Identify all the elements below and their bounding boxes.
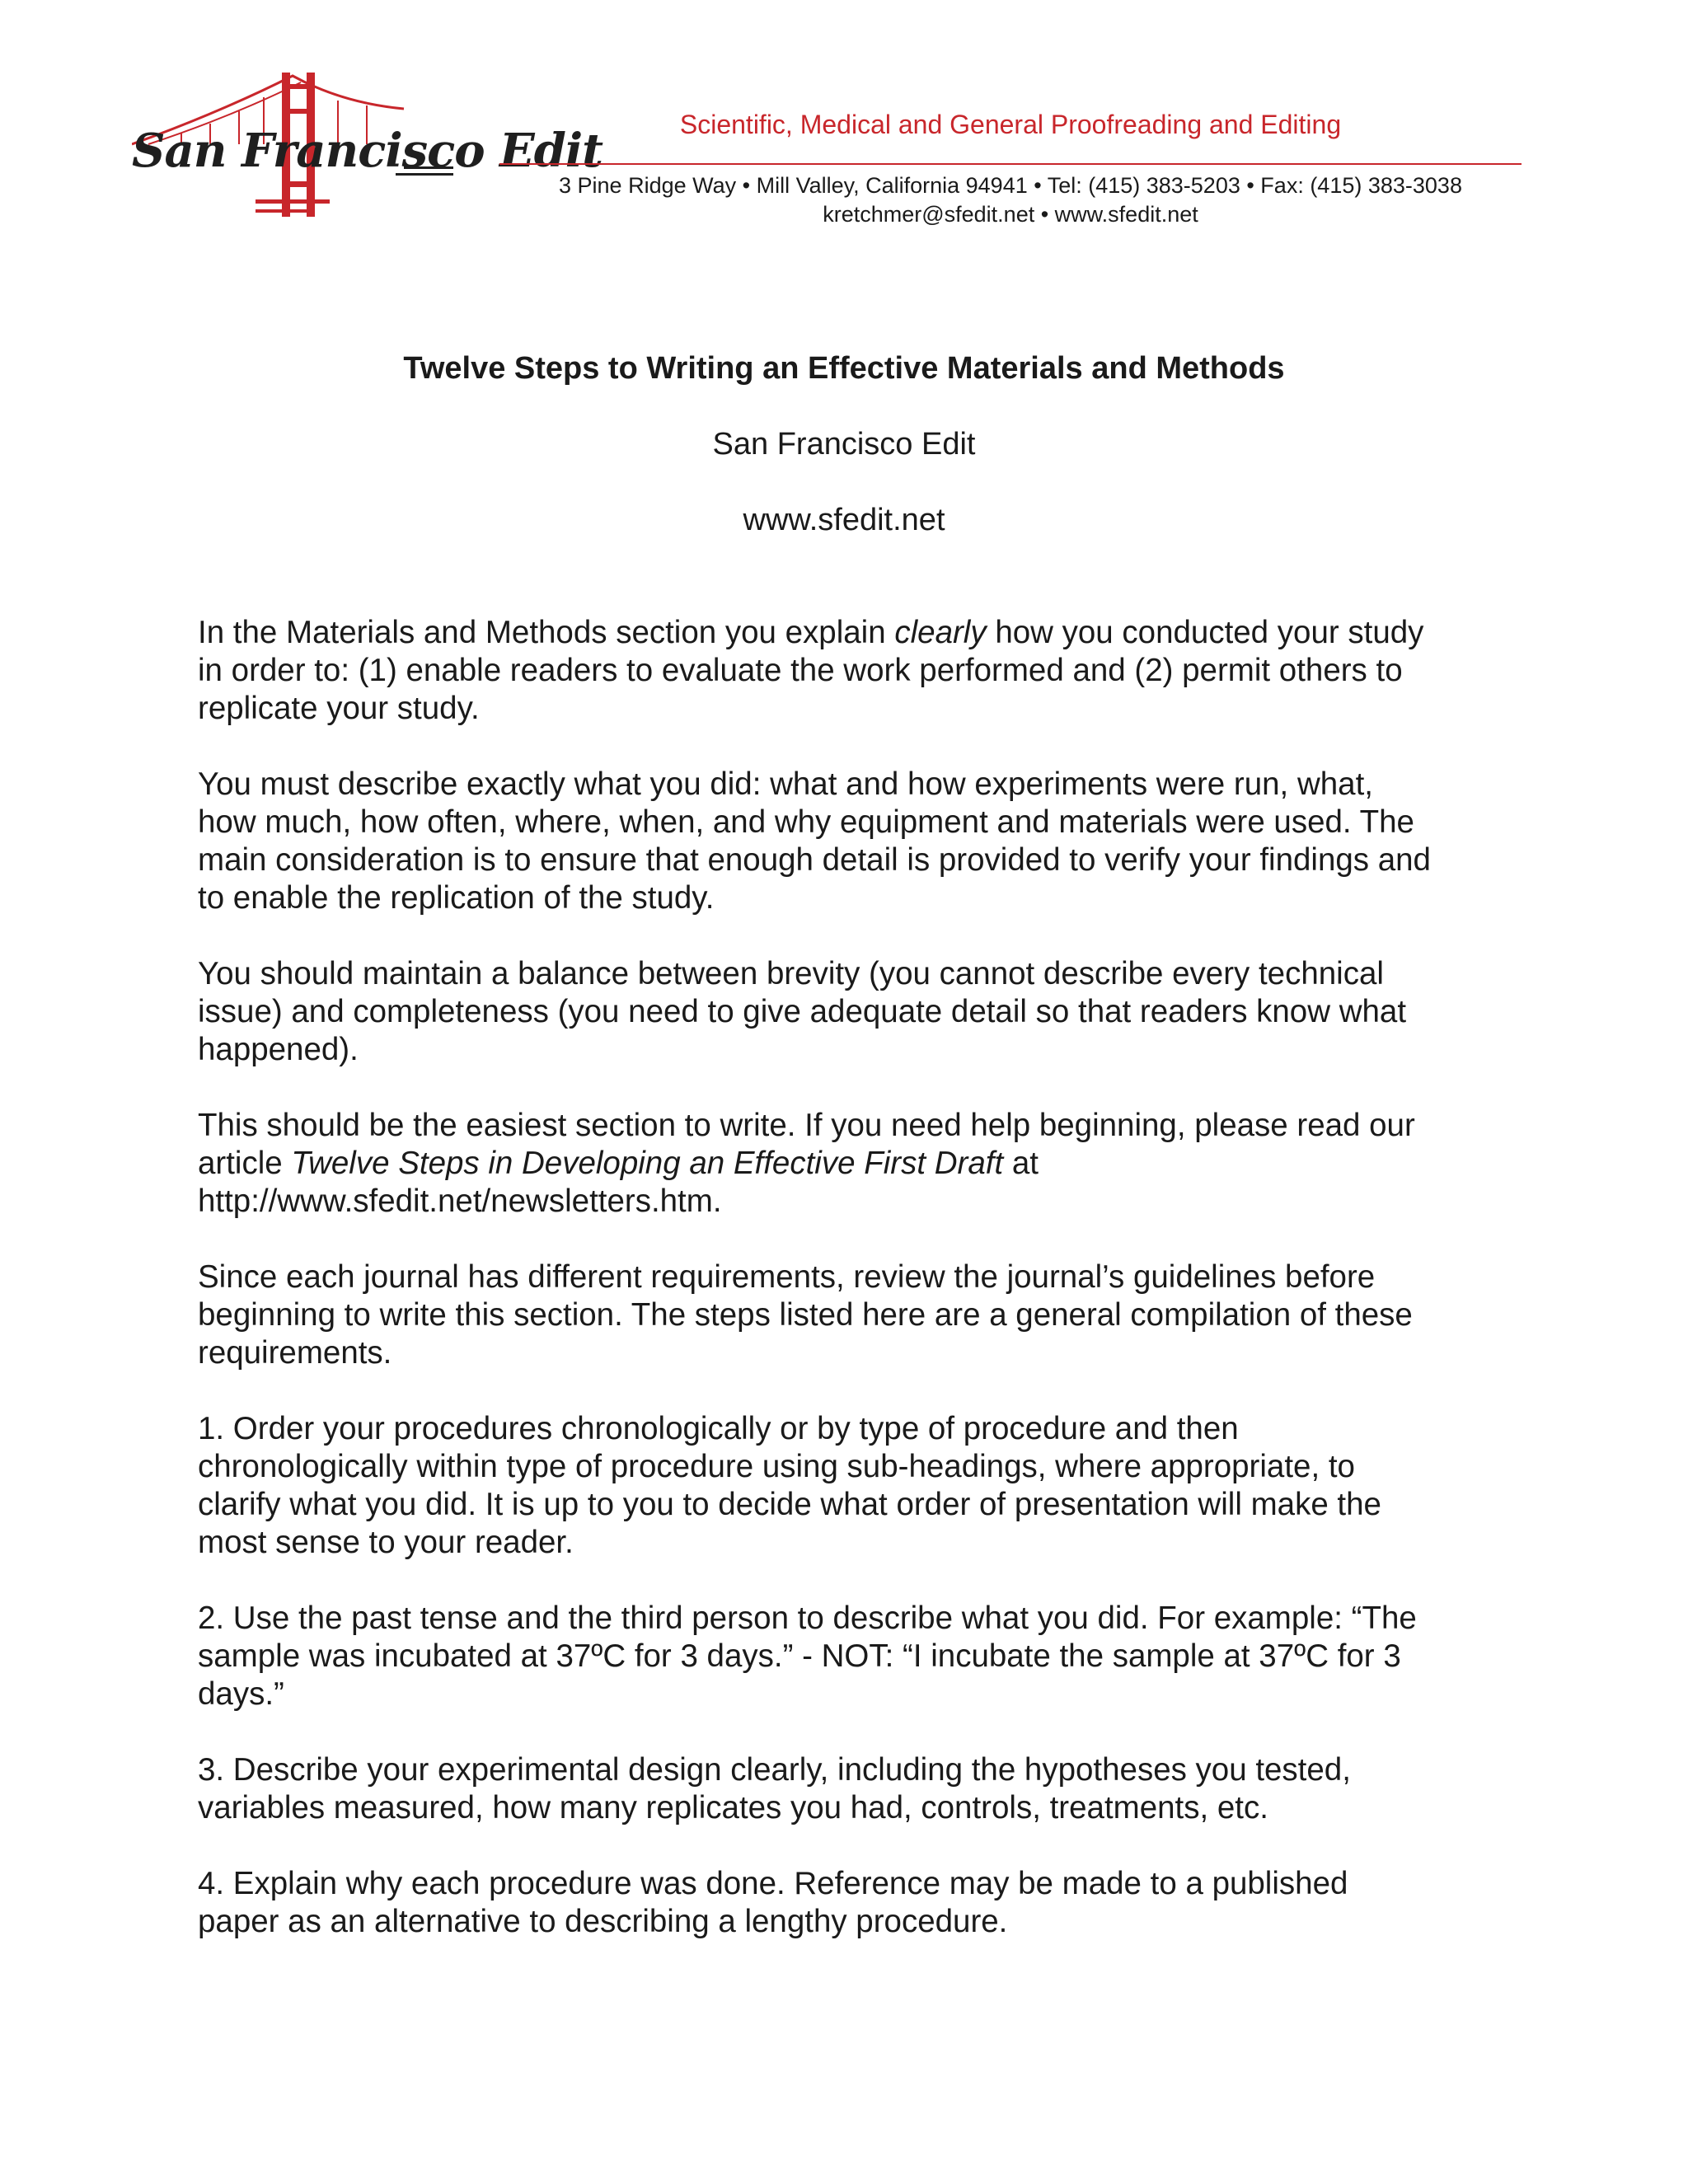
document-author: San Francisco Edit bbox=[712, 427, 976, 462]
balance-paragraph: You should maintain a balance between brevity (you cannot describe every technical issue) and completeness (you need to give adequate detail so that readers know what happened). bbox=[198, 956, 1407, 1067]
easiest-text-end: at http://www.sfedit.net/newsletters.htm. bbox=[198, 1146, 1039, 1219]
describe-paragraph: You must describe exactly what you did: what and how experiments were run, what, how much, how often, where, when, and why equipment and materials were used. The main consideration is to ensure that enough detail is provided to verify your findings and to enable the replication of the study. bbox=[198, 766, 1431, 916]
journal-guidelines-paragraph: Since each journal has different requirements, review the journal’s guidelines before beginning to write this section. The steps listed here are a general compilation of these requirements. bbox=[198, 1259, 1413, 1371]
company-logo bbox=[132, 66, 603, 223]
intro-paragraph bbox=[198, 614, 1500, 728]
step-2: 2. Use the past tense and the third person to describe what you did. For example: “The sample was incubated at 37ºC for 3 days.” - NOT: “I incubate the sample at 37ºC for 3 days.” bbox=[198, 1601, 1417, 1712]
step-4: 4. Explain why each procedure was done. Reference may be made to a published paper as an alternative to describing a lengthy procedure. bbox=[198, 1866, 1348, 1939]
step-3: 3. Describe your experimental design clearly, including the hypotheses you tested, variables measured, how many replicates you had, controls, treatments, etc. bbox=[198, 1752, 1351, 1825]
intro-emphasis: clearly bbox=[894, 615, 987, 650]
logo-wordmark: San Francisco Edit bbox=[132, 124, 603, 178]
document-title: Twelve Steps to Writing an Effective Materials and Methods bbox=[403, 351, 1285, 386]
easiest-section-paragraph bbox=[198, 1107, 1500, 1221]
intro-text-end: how you conducted your study in order to: (1) enable readers to evaluate the work performed and (2) permit others to replicate your study. bbox=[198, 615, 1424, 726]
letterhead-tagline: Scientific, Medical and General Proofreading and Editing bbox=[679, 110, 1342, 139]
intro-text-start: In the Materials and Methods section you explain bbox=[198, 615, 895, 650]
letterhead-contact: kretchmer@sfedit.net • www.sfedit.net bbox=[823, 202, 1198, 227]
letterhead-address: 3 Pine Ridge Way • Mill Valley, California 94941 • Tel: (415) 383-5203 • Fax: (415) 383-3038 bbox=[559, 173, 1462, 198]
easiest-text-start: This should be the easiest section to write. If you need help beginning, please read our article bbox=[198, 1108, 1415, 1181]
document-url: www.sfedit.net bbox=[743, 503, 945, 537]
document-body bbox=[198, 614, 1500, 1979]
letterhead-divider bbox=[499, 163, 1522, 165]
step-1: 1. Order your procedures chronologically or by type of procedure and then chronologically within type of procedure using sub-headings, where appropriate, to clarify what you did. It is up to you to decide what order of presentation will make the most sense to your reader. bbox=[198, 1411, 1381, 1560]
article-title-emphasis: Twelve Steps in Developing an Effective First Draft bbox=[291, 1146, 1004, 1181]
